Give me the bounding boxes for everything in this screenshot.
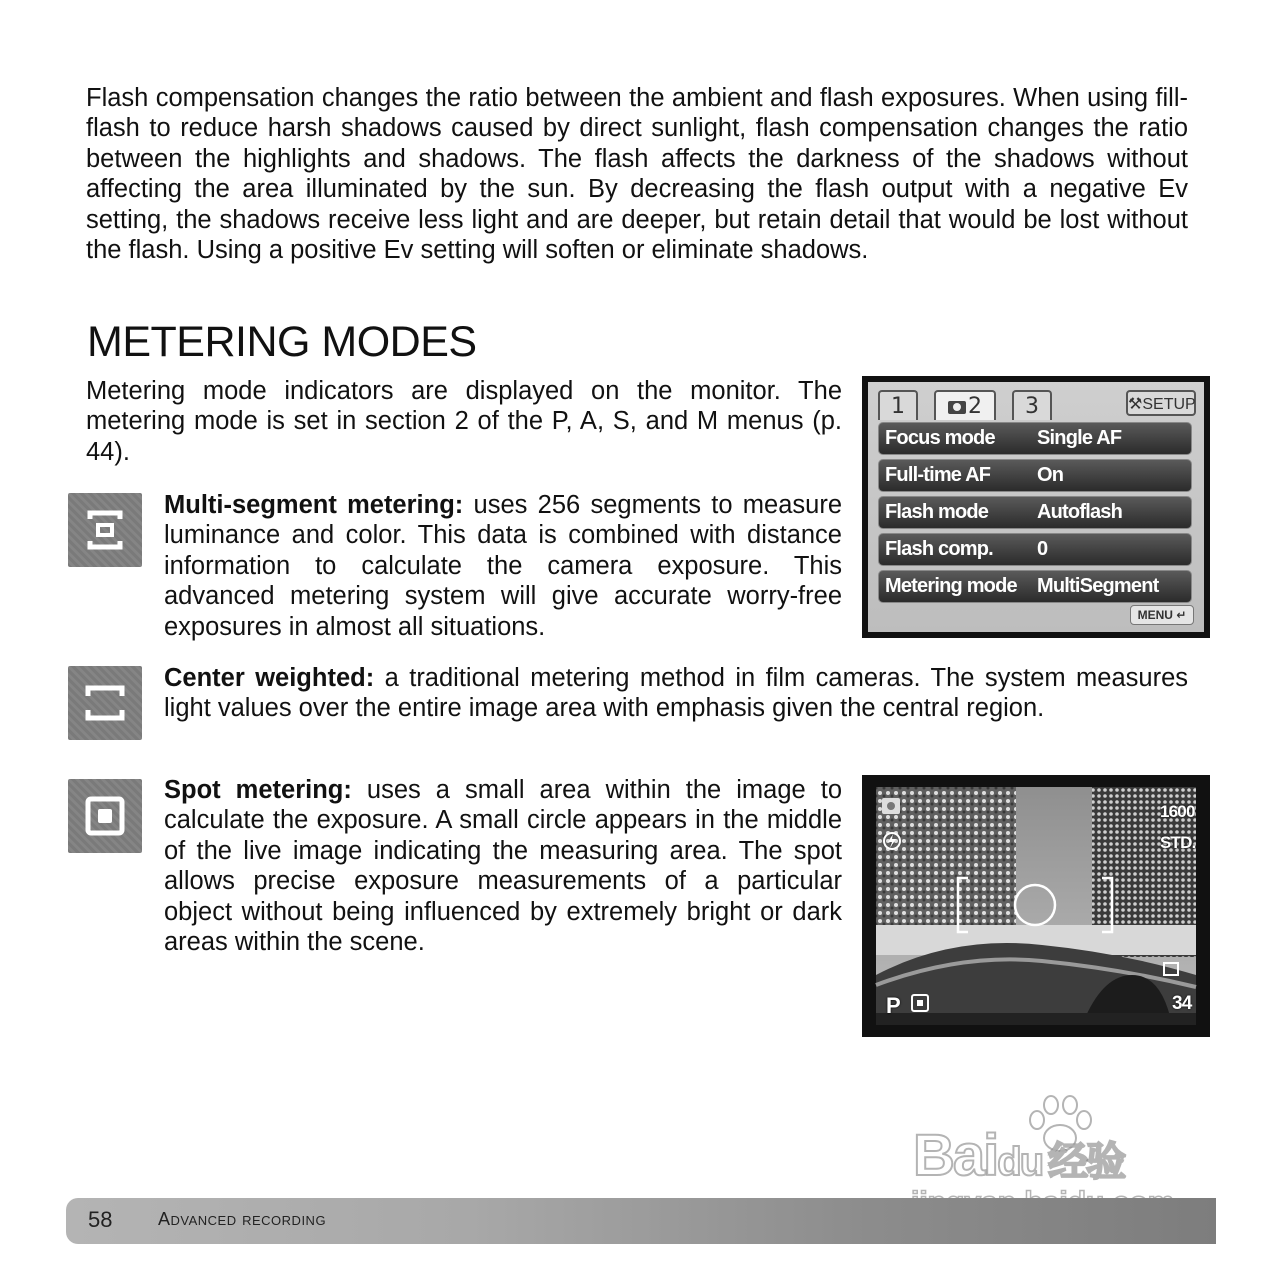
menu-tab-2[interactable] [934,390,996,420]
menu-row-label: Focus mode [885,427,995,449]
menu-row-flash-comp[interactable] [878,533,1192,566]
spot-metering-icon [68,779,142,853]
mode-title: Center weighted: [164,664,375,692]
camera-menu-screen [862,376,1210,638]
mode-center-weighted [164,663,1188,724]
menu-row-label: Flash comp. [885,538,993,560]
section-heading: METERING MODES [87,318,477,366]
mode-title: Spot metering: [164,776,352,804]
menu-row-value: Autoflash [1037,501,1123,523]
mode-description: uses a small area within the image to calculate the exposure. A small circle appears in the middle of the live image indicating the measuring area. The spot allows precise exposure measurements of a particular object without being influenced by extremely bright or dark areas within the scene. [164,776,842,957]
footer-section-title: Advanced recording [158,1209,327,1229]
menu-row-focus-mode[interactable] [878,422,1192,455]
menu-row-full-time-af[interactable] [878,459,1192,492]
menu-tab-1[interactable] [878,390,918,420]
mode-title: Multi-segment metering: [164,491,464,519]
quality-readout: STD. [1160,833,1196,852]
camera-icon [948,401,966,414]
menu-tab-3[interactable] [1012,390,1052,420]
menu-button-label: MENU [1137,608,1173,622]
section-intro: Metering mode indicators are displayed on the monitor. The metering mode is set in section 2 of the P, A, S, and M menus (p. 44). [86,377,842,466]
tab-label: SETUP [1142,396,1196,413]
watermark-logo: Baidu 经验 [913,1123,1125,1188]
mode-multi-segment [164,490,842,642]
center-weighted-metering-icon [68,666,142,740]
menu-rows [878,422,1192,607]
return-arrow-icon: ↵ [1176,608,1187,622]
menu-row-label: Flash mode [885,501,989,523]
menu-row-flash-mode[interactable] [878,496,1192,529]
tab-label: 3 [1025,394,1039,419]
camera-live-view [862,775,1210,1037]
tab-label: 2 [968,394,982,419]
menu-row-label: Metering mode [885,575,1017,597]
mode-description: a traditional metering method in film cameras. The system measures light values over the entire image area with emphasis given the central region. [164,664,1188,723]
tab-label: 1 [891,394,905,419]
menu-row-metering-mode[interactable] [878,570,1192,603]
iso-readout: 1600 [1160,802,1195,821]
page-number: 58 [88,1207,113,1232]
live-view-scene [862,775,1210,1037]
frames-remaining-readout: 34 [1172,993,1192,1014]
menu-row-value: MultiSegment [1037,575,1159,597]
menu-row-value: 0 [1037,538,1048,560]
menu-tab-setup[interactable] [1126,390,1196,416]
menu-row-label: Full-time AF [885,464,991,486]
menu-row-value: Single AF [1037,427,1122,449]
mode-spot [164,775,842,957]
menu-button[interactable] [1130,605,1194,625]
wrench-icon: ⚒ [1128,396,1143,413]
multi-segment-metering-icon [68,493,142,567]
menu-row-value: On [1037,464,1064,486]
intro-paragraph: Flash compensation changes the ratio between the ambient and flash exposures. When using fill-flash to reduce harsh shadows caused by direct sunlight, flash compensation changes the ratio between the highlights and shadows. The flash affects the darkness of the shadows without affecting the area illuminated by the sun. By decreasing the flash output with a negative Ev setting, the shadows receive less light and are deeper, but retain detail that would be lost without the flash. Using a positive Ev setting will soften or eliminate shadows. [86,84,1188,265]
mode-description: uses 256 segments to measure luminance and color. This data is combined with distance information to calculate the camera exposure. This advanced metering system will give accurate worry-free exposures in almost all situations. [164,491,843,641]
exposure-mode-readout: P [886,993,900,1018]
menu-panel [868,382,1204,632]
